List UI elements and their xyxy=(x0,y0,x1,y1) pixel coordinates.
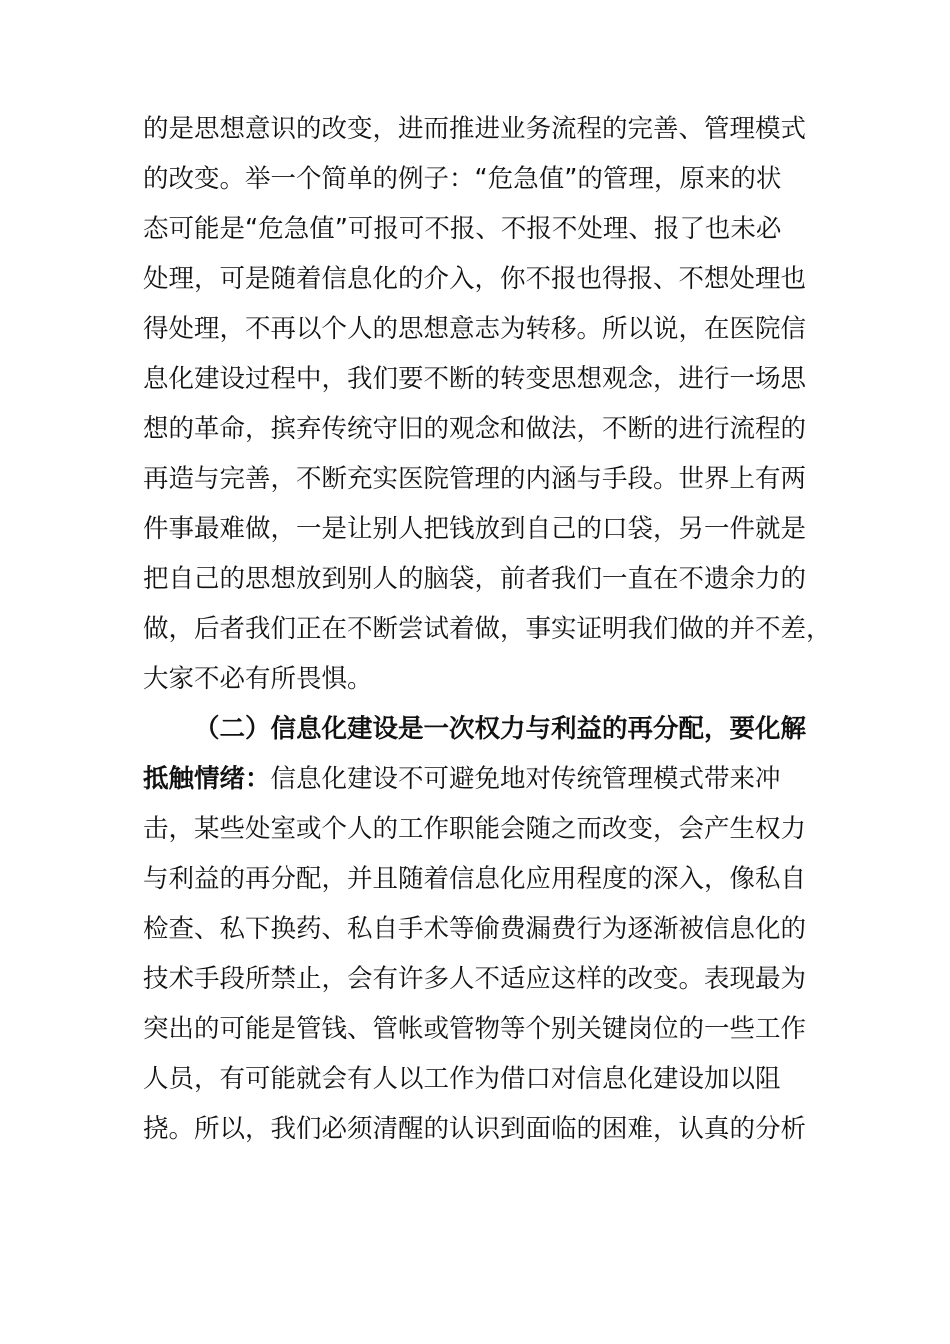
text-line: 件事最难做，一是让别人把钱放到自己的口袋，另一件就是 xyxy=(143,514,807,544)
text-line: 做，后者我们正在不断尝试着做，事实证明我们做的并不差， xyxy=(143,614,832,644)
text-line: 得处理，不再以个人的思想意志为转移。所以说，在医院信 xyxy=(143,314,807,344)
text-line: 人员，有可能就会有人以工作为借口对信息化建设加以阻 xyxy=(143,1064,781,1094)
body-text: 信息化建设不可避免地对传统管理模式带来冲 xyxy=(270,764,781,794)
section-heading xyxy=(143,704,811,754)
text-line: 击，某些处室或个人的工作职能会随之而改变，会产生权力 xyxy=(143,814,807,844)
text-line: 技术手段所禁止，会有许多人不适应这样的改变。表现最为 xyxy=(143,964,807,994)
paragraph-2 xyxy=(143,704,811,1154)
text-line: 处理，可是随着信息化的介入，你不报也得报、不想处理也 xyxy=(143,264,807,294)
text-line: 大家不必有所畏惧。 xyxy=(143,664,373,694)
heading-text-continued: 抵触情绪： xyxy=(143,764,271,794)
text-line: 息化建设过程中，我们要不断的转变思想观念，进行一场思 xyxy=(143,364,807,394)
text-line: 突出的可能是管钱、管帐或管物等个别关键岗位的一些工作 xyxy=(143,1014,807,1044)
paragraph-1 xyxy=(143,104,832,704)
text-line: 的是思想意识的改变，进而推进业务流程的完善、管理模式 xyxy=(143,114,807,144)
text-line: 的改变。举一个简单的例子：“危急值”的管理，原来的状 xyxy=(143,164,782,194)
text-line: 与利益的再分配，并且随着信息化应用程度的深入，像私自 xyxy=(143,864,807,894)
text-line: 想的革命，摈弃传统守旧的观念和做法，不断的进行流程的 xyxy=(143,414,807,444)
text-line: 态可能是“危急值”可报可不报、不报不处理、报了也未必 xyxy=(143,214,782,244)
heading-text: （二）信息化建设是一次权力与利益的再分配，要化解 xyxy=(194,714,807,744)
text-line: 检查、私下换药、私自手术等偷费漏费行为逐渐被信息化的 xyxy=(143,914,807,944)
text-line: 再造与完善，不断充实医院管理的内涵与手段。世界上有两 xyxy=(143,464,807,494)
text-line xyxy=(143,754,811,804)
text-line: 挠。所以，我们必须清醒的认识到面临的困难，认真的分析 xyxy=(143,1114,807,1144)
text-line: 把自己的思想放到别人的脑袋，前者我们一直在不遗余力的 xyxy=(143,564,807,594)
